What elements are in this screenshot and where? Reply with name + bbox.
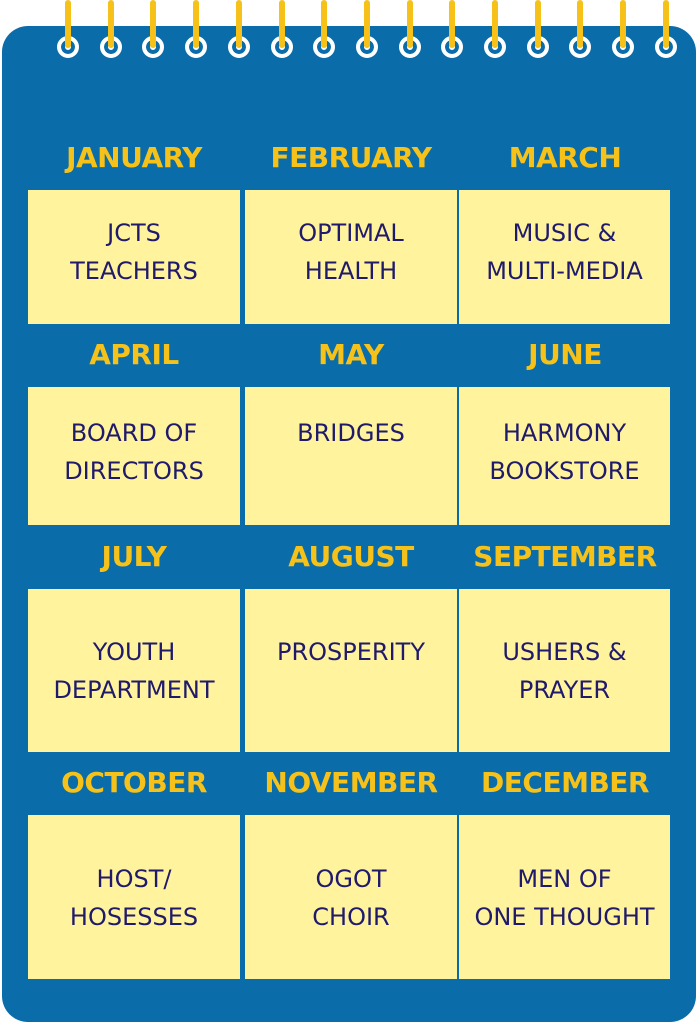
spiral-binding-ring-icon <box>53 0 83 66</box>
spiral-binding-ring-icon <box>651 0 681 66</box>
spiral-binding <box>0 0 698 70</box>
cell-text-line: JCTS <box>107 219 161 247</box>
cell-text-line: DEPARTMENT <box>53 676 215 704</box>
cell-text-line: ONE THOUGHT <box>474 903 655 931</box>
cell-text-line: OGOT <box>315 865 387 893</box>
cell-text-line: PRAYER <box>518 676 611 704</box>
cell-text-line: MEN OF <box>517 865 612 893</box>
month-cell-august <box>245 589 457 752</box>
month-title-august: AUGUST <box>288 540 414 573</box>
cell-text-line: PROSPERITY <box>277 638 425 666</box>
month-title-december: DECEMBER <box>481 766 649 799</box>
spiral-binding-ring-icon <box>437 0 467 66</box>
month-title-march: MARCH <box>508 141 622 174</box>
month-cell-december <box>459 815 670 979</box>
spiral-binding-ring-icon <box>96 0 126 66</box>
spiral-binding-ring-icon <box>523 0 553 66</box>
cell-text-line: HOST/ <box>96 865 172 893</box>
spiral-binding-ring-icon <box>181 0 211 66</box>
month-title-april: APRIL <box>89 338 179 371</box>
spiral-binding-ring-icon <box>565 0 595 66</box>
spiral-binding-ring-icon <box>608 0 638 66</box>
cell-text-line: TEACHERS <box>70 257 198 285</box>
cell-text-line: MUSIC & <box>512 219 617 247</box>
month-title-june: JUNE <box>528 338 602 371</box>
month-title-october: OCTOBER <box>61 766 207 799</box>
month-cell-october <box>28 815 240 979</box>
month-cell-january <box>28 190 240 324</box>
spiral-binding-ring-icon <box>309 0 339 66</box>
month-cell-november <box>245 815 457 979</box>
month-title-november: NOVEMBER <box>264 766 438 799</box>
spiral-binding-ring-icon <box>224 0 254 66</box>
cell-text-line: HOSESSES <box>69 903 199 931</box>
month-cell-may <box>245 387 457 525</box>
cell-text-line: YOUTH <box>92 638 176 666</box>
month-title-january: JANUARY <box>66 141 202 174</box>
month-cell-april <box>28 387 240 525</box>
spiral-binding-ring-icon <box>480 0 510 66</box>
cell-text-line: BRIDGES <box>297 419 405 447</box>
spiral-binding-ring-icon <box>138 0 168 66</box>
month-title-september: SEPTEMBER <box>473 540 657 573</box>
month-cell-july <box>28 589 240 752</box>
cell-text-line: CHOIR <box>312 903 390 931</box>
cell-text-line: MULTI-MEDIA <box>486 257 643 285</box>
month-cell-june <box>459 387 670 525</box>
month-cell-february <box>245 190 457 324</box>
month-title-july: JULY <box>101 540 167 573</box>
spiral-binding-ring-icon <box>267 0 297 66</box>
month-cell-march <box>459 190 670 324</box>
cell-text-line: USHERS & <box>502 638 627 666</box>
cell-text-line: HARMONY <box>502 419 627 447</box>
spiral-binding-ring-icon <box>352 0 382 66</box>
cell-text-line: DIRECTORS <box>64 457 204 485</box>
cell-text-line: OPTIMAL <box>298 219 404 247</box>
cell-text-line: BOOKSTORE <box>489 457 640 485</box>
month-cell-september <box>459 589 670 752</box>
spiral-binding-ring-icon <box>395 0 425 66</box>
month-title-may: MAY <box>318 338 384 371</box>
cell-text-line: HEALTH <box>304 257 398 285</box>
cell-text-line: BOARD OF <box>70 419 198 447</box>
month-title-february: FEBRUARY <box>270 141 432 174</box>
